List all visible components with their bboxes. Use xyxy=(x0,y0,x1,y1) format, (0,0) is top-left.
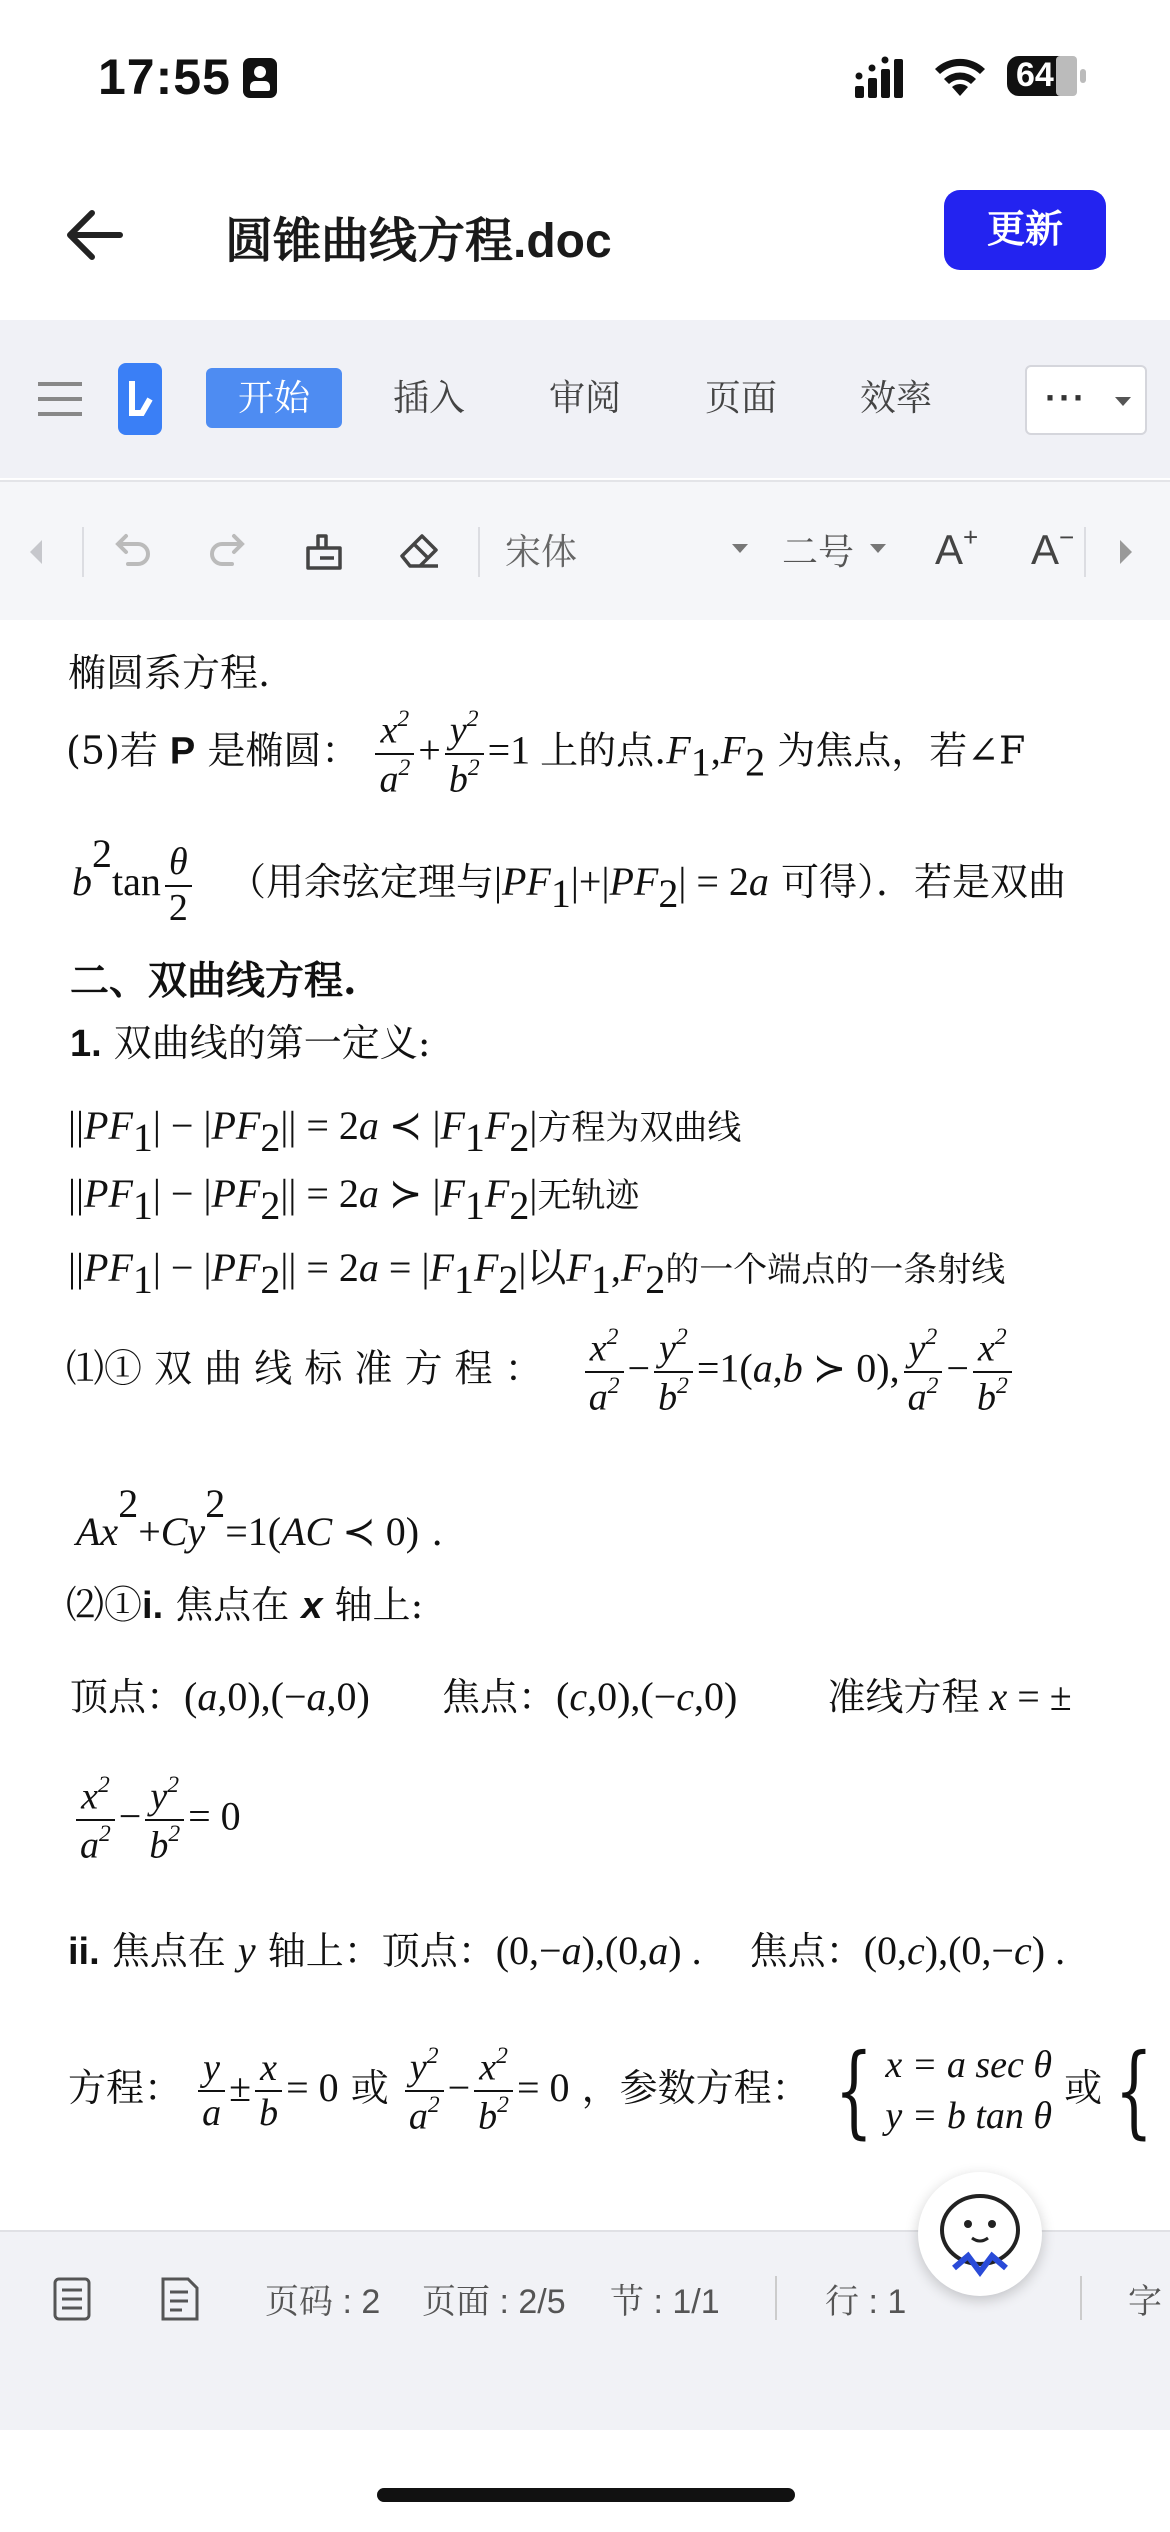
doc-text: 或 xyxy=(350,2065,401,2110)
page-view-icon[interactable] xyxy=(160,2276,200,2322)
redo-icon[interactable] xyxy=(204,528,252,576)
plus-icon: + xyxy=(963,522,979,552)
font-name-select[interactable]: 宋体 xyxy=(505,532,578,573)
divider xyxy=(478,527,480,577)
doc-line: $b^2\tan$ $\frac{\theta}{2}$ （用余弦定理与$|PF_1|+|PF_2| = 2a$ 可得）．若是双曲 xyxy=(72,831,1067,929)
math-system: x = a sec θ y = b tan θ xyxy=(885,2044,1053,2138)
font-shrink-label: A xyxy=(1031,526,1060,574)
doc-text: 椭圆系方程. xyxy=(68,651,271,695)
doc-text: ⑴① 双 曲 线 标 准 方 程 ： xyxy=(66,1346,543,1391)
back-arrow-icon[interactable] xyxy=(60,200,130,270)
chevron-down-icon xyxy=(870,544,886,553)
doc-line: 方程： $\frac{y}{a}$ ± $\frac{x}{b}$ = 0 或 $\frac{y^2}{a^2}$ − $\frac{x^2}{b^2}$ = 0 ，参数方程： { x = a sec θ y = b tan θ 或 { xyxy=(68,2032,1154,2150)
doc-text: 1. xyxy=(70,1023,102,1065)
doc-line: $||PF_1| - |PF_2|| = 2a$ ≺ $|F_1F_2|$方程为双曲线 xyxy=(68,1103,742,1160)
format-painter-icon[interactable] xyxy=(300,528,348,576)
status-bar xyxy=(0,0,1170,150)
page-code-label: 页码 : 2 xyxy=(265,2283,381,2321)
doc-text: （用余弦定理与 xyxy=(227,860,494,904)
wifi-icon xyxy=(932,52,988,98)
math-fraction: $\frac{x^2}{a^2}$ xyxy=(585,1324,624,1420)
font-grow-button[interactable] xyxy=(935,522,978,574)
hamburger-menu-icon[interactable] xyxy=(38,380,82,418)
clock: 17:55 xyxy=(98,49,231,105)
divider xyxy=(1080,2276,1082,2320)
doc-text: 焦点： xyxy=(749,1929,864,1973)
math-fraction: $\frac{y^2}{b^2}$ xyxy=(445,706,484,802)
chevron-down-icon xyxy=(732,544,748,553)
undo-icon[interactable] xyxy=(108,528,156,576)
doc-line: $||PF_1| - |PF_2|| = 2a$ ≻ $|F_1F_2|$无轨迹 xyxy=(68,1171,640,1228)
doc-line: $\frac{x^2}{a^2}$ − $\frac{y^2}{b^2}$ = 0 xyxy=(72,1772,241,1868)
cellular-signal-icon xyxy=(855,56,915,100)
tab-start[interactable]: 开始 xyxy=(206,368,342,428)
app-header xyxy=(0,150,1170,320)
doc-text: ⑵① xyxy=(66,1583,143,1627)
doc-text: 顶点： xyxy=(70,1675,185,1719)
font-size-select[interactable]: 二号 xyxy=(782,531,855,572)
doc-line xyxy=(66,1574,423,1629)
math-brace: { xyxy=(1114,2032,1154,2150)
math-fraction: $\frac{y^2}{a^2}$ xyxy=(904,1324,943,1420)
doc-text: P xyxy=(169,730,196,773)
doc-text: 的一个端点的一条射线 xyxy=(665,1250,1006,1290)
home-indicator[interactable] xyxy=(377,2488,795,2502)
doc-text: x xyxy=(301,1585,323,1627)
doc-line xyxy=(68,642,270,697)
math-fraction: $\frac{x}{b}$ xyxy=(255,2047,282,2136)
divider xyxy=(1084,527,1086,577)
math-fraction: $\frac{y^2}{b^2}$ xyxy=(654,1324,693,1420)
scroll-right-icon[interactable] xyxy=(1114,528,1138,576)
doc-line: (5)若 P 是椭圆： $\frac{x^2}{a^2}$ + $\frac{y^2}{b^2}$ =1 上的点$.F_1,F_2$ 为焦点，若∠F xyxy=(66,706,1026,801)
format-toolbar xyxy=(0,480,1170,622)
page-count-label: 页面 : 2/5 xyxy=(422,2283,566,2321)
scroll-left-icon[interactable] xyxy=(24,528,48,576)
tab-efficiency[interactable]: 效率 xyxy=(860,377,933,418)
doc-text: 可得）．若是双曲 xyxy=(781,860,1067,904)
doc-text: i. xyxy=(142,1585,164,1627)
document-title: 圆锥曲线方程.doc xyxy=(225,215,612,268)
math-fraction: $\frac{x^2}{b^2}$ xyxy=(474,2043,513,2139)
bottom-safe-area xyxy=(0,2430,1170,2532)
doc-text: 轴上：顶点： xyxy=(255,1929,496,1973)
math-fraction: $\frac{\theta}{2}$ xyxy=(165,841,192,930)
math-fraction: $\frac{x^2}{a^2}$ xyxy=(375,706,414,802)
doc-line: $Ax^2+Cy^2=1(AC$ ≺ 0) . xyxy=(76,1481,444,1554)
battery-level: 64 xyxy=(1016,56,1054,94)
battery-icon xyxy=(1006,53,1088,99)
document-canvas[interactable] xyxy=(0,620,1170,2230)
more-tabs-dropdown[interactable] xyxy=(1025,365,1147,435)
ribbon-tab-bar xyxy=(0,320,1170,478)
doc-line: $||PF_1| - |PF_2|| = 2a = |F_1F_2|$以$F_1,F_2$的一个端点的一条射线 xyxy=(68,1245,1006,1302)
minus-icon: − xyxy=(1059,522,1075,552)
doc-text: 为焦点，若∠F xyxy=(777,728,1026,773)
doc-text: 方程为双曲线 xyxy=(537,1108,742,1148)
doc-line: ⑴① 双 曲 线 标 准 方 程 ： $\frac{x^2}{a^2}$ − $\frac{y^2}{b^2}$ =1(a,b ≻ 0), $\frac{y^2}{a^2}$ − $\frac{x^2}{b^2}$ xyxy=(66,1324,1016,1420)
tab-insert[interactable]: 插入 xyxy=(393,377,466,418)
tab-review[interactable]: 审阅 xyxy=(549,377,622,418)
doc-text: 或 xyxy=(1064,2065,1103,2110)
more-label: ··· xyxy=(1045,377,1087,418)
assistant-mascot-button[interactable] xyxy=(918,2172,1042,2296)
chevron-down-icon xyxy=(1115,397,1131,406)
doc-text: 无轨迹 xyxy=(537,1176,640,1216)
math-fraction: $\frac{x^2}{a^2}$ xyxy=(76,1772,115,1868)
section-label: 节 : 1/1 xyxy=(610,2283,720,2321)
word-count-label: 字 xyxy=(1128,2283,1162,2321)
font-grow-label: A xyxy=(935,526,964,574)
math-brace: { xyxy=(834,2032,873,2150)
mascot-face-icon xyxy=(918,2172,1042,2296)
doc-text: 是椭圆： xyxy=(195,728,360,773)
doc-text: 准线方程 xyxy=(827,1675,980,1719)
doc-line: 顶点：(a,0),(−a,0) 焦点：(c,0),(−c,0) 准线方程 x = ± xyxy=(70,1674,1072,1719)
math-fraction: $\frac{y}{a}$ xyxy=(198,2047,225,2136)
doc-text: 轴上: xyxy=(322,1583,424,1627)
tab-page[interactable]: 页面 xyxy=(705,377,778,418)
row-label: 行 : 1 xyxy=(825,2283,907,2321)
outline-icon[interactable] xyxy=(52,2276,92,2322)
doc-text: ii. xyxy=(68,1931,100,1973)
eraser-icon[interactable] xyxy=(396,528,444,576)
doc-text: 上的点. xyxy=(540,728,667,773)
doc-line: ii. 焦点在 y 轴上：顶点：(0,−a),(0,a) . 焦点：(0,c),(0,−c) . xyxy=(68,1928,1066,1973)
doc-text: (5)若 xyxy=(66,728,170,773)
section-heading: 二、双曲线方程. xyxy=(70,958,357,1004)
doc-text: 焦点在 xyxy=(163,1583,302,1627)
divider xyxy=(82,527,84,577)
doc-line xyxy=(70,1012,431,1067)
doc-text: 方程： xyxy=(68,2065,183,2110)
font-shrink-button[interactable] xyxy=(1031,522,1074,574)
doc-text: 双曲线的第一定义: xyxy=(101,1021,431,1065)
doc-text: 焦点在 xyxy=(99,1929,238,1973)
doc-text: 焦点： xyxy=(441,1675,556,1719)
doc-text: ，参数方程： xyxy=(581,2065,810,2110)
contact-card-icon xyxy=(243,58,277,98)
math-fraction: $\frac{y^2}{b^2}$ xyxy=(145,1772,184,1868)
math-fraction: $\frac{y^2}{a^2}$ xyxy=(405,2043,444,2139)
update-button[interactable]: 更新 xyxy=(944,190,1106,270)
math-fraction: $\frac{x^2}{b^2}$ xyxy=(973,1324,1012,1420)
app-logo-icon[interactable] xyxy=(118,363,162,435)
divider xyxy=(775,2276,777,2320)
